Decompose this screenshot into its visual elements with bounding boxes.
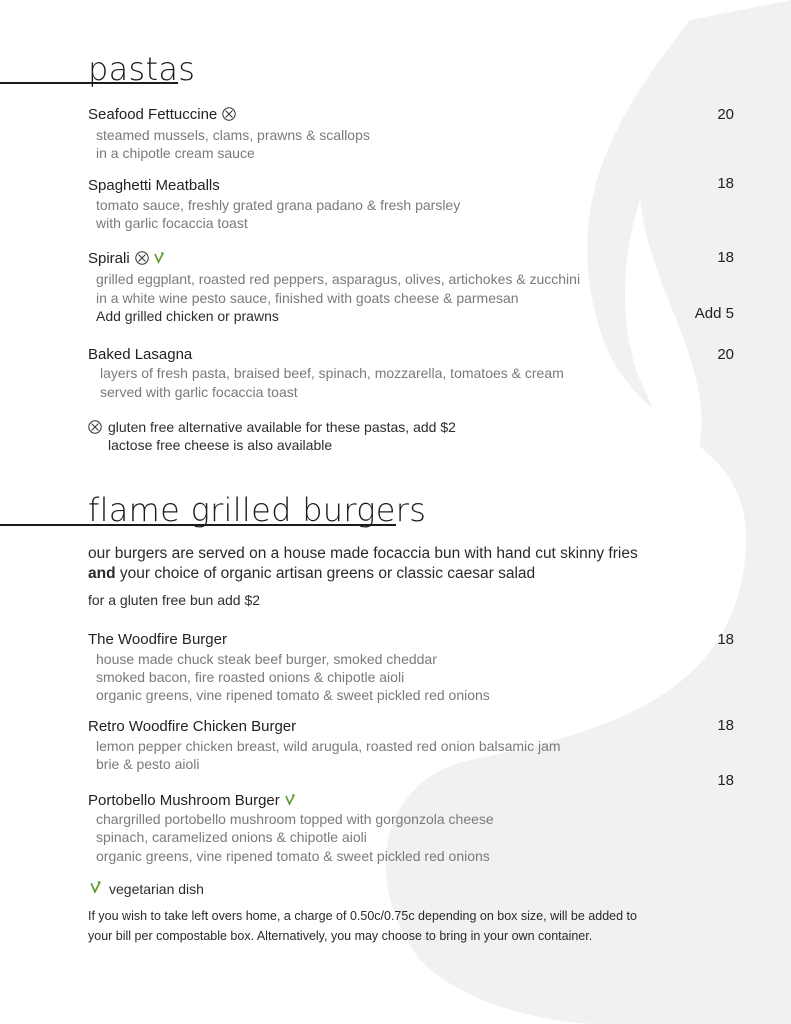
item-price: 18 bbox=[717, 249, 734, 266]
item-description: chargrilled portobello mushroom topped with gorgonzola cheese bbox=[96, 811, 494, 827]
gluten-free-icon bbox=[222, 107, 236, 121]
item-description: lemon pepper chicken breast, wild arugula, roasted red onion balsamic jam bbox=[96, 738, 561, 754]
menu-item-name: Spaghetti Meatballs bbox=[88, 177, 220, 194]
item-name-text: Portobello Mushroom Burger bbox=[88, 792, 280, 809]
item-addon: Add grilled chicken or prawns bbox=[96, 308, 279, 324]
intro-bold-word: and bbox=[88, 565, 116, 582]
item-description: spinach, caramelized onions & chipotle aioli bbox=[96, 829, 367, 845]
item-price: 18 bbox=[717, 631, 734, 648]
menu-item-name: The Woodfire Burger bbox=[88, 631, 227, 648]
item-price: 20 bbox=[717, 346, 734, 363]
item-price: 18 bbox=[717, 772, 734, 789]
vegetarian-icon bbox=[90, 881, 101, 894]
burgers-intro-line bbox=[88, 564, 535, 584]
pastas-title: pastas bbox=[88, 50, 196, 88]
menu-item-name: Retro Woodfire Chicken Burger bbox=[88, 718, 297, 735]
menu-item-name bbox=[88, 792, 295, 810]
lactose-free-note: lactose free cheese is also available bbox=[108, 437, 333, 453]
intro-rest: your choice of organic artisan greens or classic caesar salad bbox=[115, 565, 536, 582]
item-description: organic greens, vine ripened tomato & sweet pickled red onions bbox=[96, 687, 490, 703]
item-description: tomato sauce, freshly grated grana padano & fresh parsley bbox=[96, 197, 461, 213]
item-description: layers of fresh pasta, braised beef, spinach, mozzarella, tomatoes & cream bbox=[100, 365, 564, 381]
menu-item-name: Baked Lasagna bbox=[88, 346, 193, 363]
burgers-intro-line: our burgers are served on a house made focaccia bun with hand cut skinny fries bbox=[88, 545, 638, 562]
item-price: 18 bbox=[717, 175, 734, 192]
item-name-text: Seafood Fettuccine bbox=[88, 106, 218, 123]
item-description: with garlic focaccia toast bbox=[96, 215, 248, 231]
item-price: 18 bbox=[717, 717, 734, 734]
item-description: brie & pesto aioli bbox=[96, 756, 200, 772]
item-price: 20 bbox=[717, 106, 734, 123]
item-description: smoked bacon, fire roasted onions & chipotle aioli bbox=[96, 669, 405, 685]
gluten-free-icon bbox=[135, 251, 149, 265]
leftovers-note: If you wish to take left overs home, a charge of 0.50c/0.75c depending on box size, will be added to bbox=[88, 909, 637, 923]
item-description: house made chuck steak beef burger, smoked cheddar bbox=[96, 651, 437, 667]
item-description: organic greens, vine ripened tomato & sweet pickled red onions bbox=[96, 848, 490, 864]
item-description: steamed mussels, clams, prawns & scallops bbox=[96, 127, 370, 143]
burgers-title: flame grilled burgers bbox=[88, 491, 427, 529]
menu-item-name bbox=[88, 250, 164, 268]
gluten-free-icon bbox=[88, 420, 102, 434]
item-name-text: Spirali bbox=[88, 250, 130, 267]
vegetarian-legend: vegetarian dish bbox=[109, 881, 204, 897]
addon-price: Add 5 bbox=[694, 305, 734, 322]
item-description: in a white wine pesto sauce, finished with goats cheese & parmesan bbox=[96, 290, 519, 306]
vegetarian-icon bbox=[154, 252, 164, 264]
menu-item-name bbox=[88, 106, 236, 124]
item-description: served with garlic focaccia toast bbox=[100, 384, 298, 400]
gluten-free-bun-note: for a gluten free bun add $2 bbox=[88, 592, 261, 608]
leftovers-note: your bill per compostable box. Alternatively, you may choose to bring in your own container. bbox=[88, 929, 593, 943]
vegetarian-icon bbox=[285, 794, 295, 806]
gluten-free-note: gluten free alternative available for these pastas, add $2 bbox=[108, 419, 456, 435]
item-description: grilled eggplant, roasted red peppers, asparagus, olives, artichokes & zucchini bbox=[96, 271, 581, 287]
item-description: in a chipotle cream sauce bbox=[96, 145, 255, 161]
